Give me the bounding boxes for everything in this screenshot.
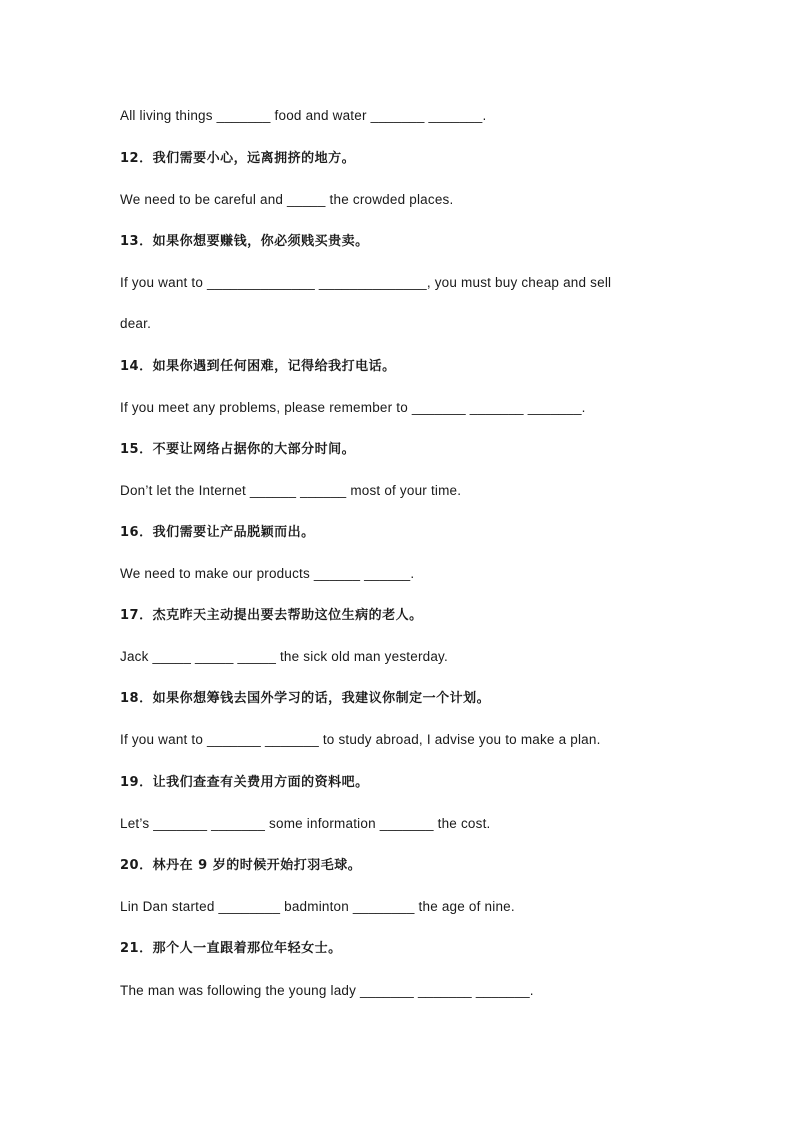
question-16-chinese: 16．我们需要让产品脱颖而出。 xyxy=(120,525,315,540)
sentence-11-english: All living things _______ food and water _______ _______. xyxy=(120,108,487,123)
sentence-18-english: If you want to _______ _______ to study abroad, I advise you to make a plan. xyxy=(120,732,601,747)
question-21-chinese: 21．那个人一直跟着那位年轻女士。 xyxy=(120,941,342,956)
question-14-chinese: 14．如果你遇到任何困难，记得给我打电话。 xyxy=(120,359,396,374)
sentence-19-english: Let’s _______ _______ some information _______ the cost. xyxy=(120,816,491,831)
sentence-16-english: We need to make our products ______ ______. xyxy=(120,566,415,581)
question-19-chinese: 19．让我们查查有关费用方面的资料吧。 xyxy=(120,775,369,790)
sentence-14-english: If you meet any problems, please remember to _______ _______ _______. xyxy=(120,400,586,415)
question-17-chinese: 17．杰克昨天主动提出要去帮助这位生病的老人。 xyxy=(120,608,423,623)
sentence-13-english-continued: dear. xyxy=(120,316,152,331)
sentence-13-english: If you want to ______________ ______________, you must buy cheap and sell xyxy=(120,275,612,290)
question-18-chinese: 18．如果你想筹钱去国外学习的话，我建议你制定一个计划。 xyxy=(120,691,491,706)
sentence-21-english: The man was following the young lady _______ _______ _______. xyxy=(120,983,534,998)
question-12-chinese: 12．我们需要小心，远离拥挤的地方。 xyxy=(120,151,356,166)
question-15-chinese: 15．不要让网络占据你的大部分时间。 xyxy=(120,442,356,457)
sentence-17-english: Jack _____ _____ _____ the sick old man yesterday. xyxy=(120,649,448,664)
sentence-15-english: Don’t let the Internet ______ ______ most of your time. xyxy=(120,483,462,498)
sentence-12-english: We need to be careful and _____ the crowded places. xyxy=(120,192,454,207)
question-13-chinese: 13．如果你想要赚钱，你必须贱买贵卖。 xyxy=(120,234,369,249)
sentence-20-english: Lin Dan started ________ badminton ________ the age of nine. xyxy=(120,899,515,914)
question-20-chinese: 20．林丹在 9 岁的时候开始打羽毛球。 xyxy=(120,858,362,873)
